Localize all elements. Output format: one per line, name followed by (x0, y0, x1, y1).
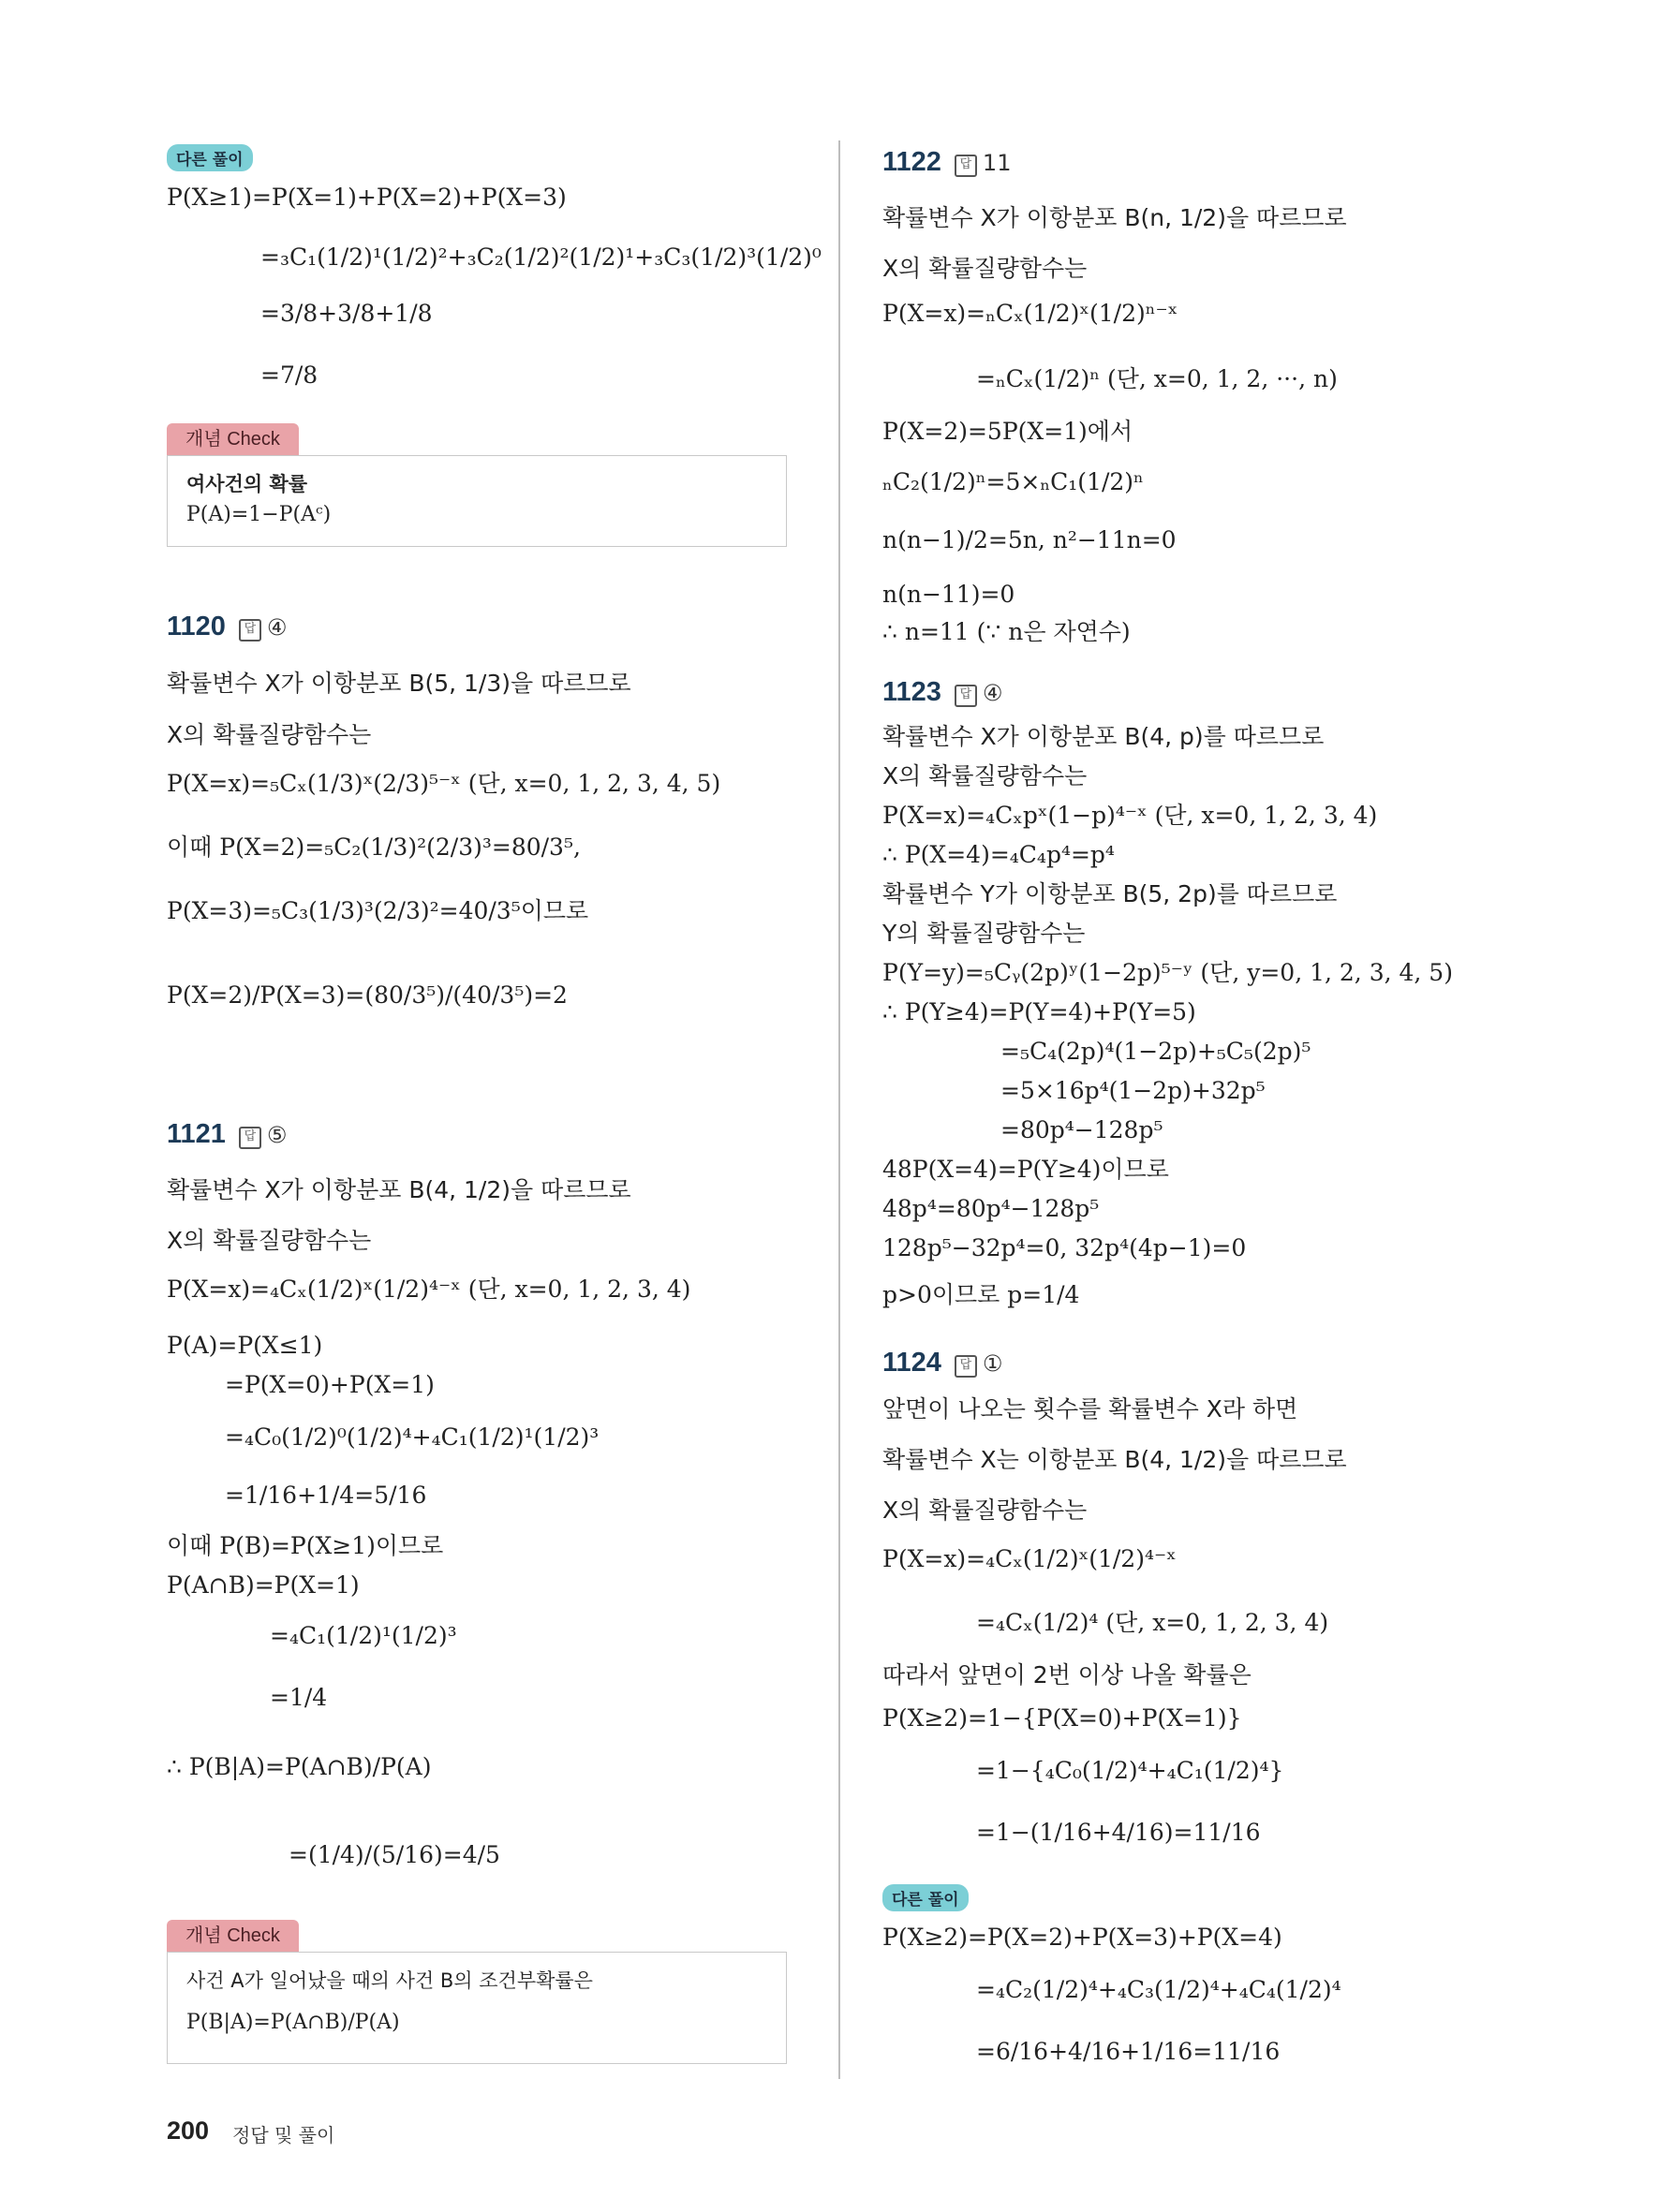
concept-check-tab: 개념 Check (167, 1920, 299, 1952)
solution-line: =₄Cₓ(1/2)⁴ (단, x=0, 1, 2, 3, 4) (976, 1609, 1329, 1636)
solution-line: =1−(1/16+4/16)=11/16 (976, 1819, 1261, 1846)
solution-line: P(A)=P(X≤1) (167, 1332, 323, 1359)
problem-header-1124 (882, 1349, 1002, 1378)
solution-line: P(X≥2)=1−{P(X=0)+P(X=1)} (882, 1704, 1242, 1732)
alt-line: =₄C₂(1/2)⁴+₄C₃(1/2)⁴+₄C₄(1/2)⁴ (976, 1976, 1341, 2003)
solution-line: p>0이므로 p=1/4 (882, 1281, 1080, 1308)
concept-check-content (167, 1952, 787, 2064)
solution-line: P(A∩B)=P(X=1) (167, 1571, 360, 1599)
solution-line: Y의 확률질량함수는 (882, 920, 1086, 947)
solution-line: X의 확률질량함수는 (167, 1227, 372, 1254)
problem-number: 1120 (167, 612, 226, 641)
solution-line: 확률변수 X가 이항분포 B(5, 1/3)을 따르므로 (167, 670, 631, 697)
solution-line: ∴ P(X=4)=₄C₄p⁴=p⁴ (882, 841, 1115, 868)
solution-line: =P(X=0)+P(X=1) (225, 1371, 435, 1398)
solution-line: 128p⁵−32p⁴=0, 32p⁴(4p−1)=0 (882, 1234, 1247, 1261)
solution-line: =80p⁴−128p⁵ (1000, 1116, 1163, 1143)
answer-icon: 답 (239, 619, 261, 641)
solution-line: X의 확률질량함수는 (882, 1497, 1088, 1524)
solution-line: P(X=x)=ₙCₓ(1/2)ˣ(1/2)ⁿ⁻ˣ (882, 300, 1178, 327)
concept-check-title: 여사건의 확률 (186, 473, 308, 495)
problem-number: 1121 (167, 1119, 226, 1149)
solution-line: 48P(X=4)=P(Y≥4)이므로 (882, 1156, 1169, 1183)
solution-line: =1/4 (270, 1684, 328, 1711)
solution-line: ₙC₂(1/2)ⁿ=5×ₙC₁(1/2)ⁿ (882, 468, 1144, 495)
alt-line: =7/8 (260, 361, 318, 389)
footer-label: 정답 및 풀이 (232, 2124, 335, 2146)
solution-line: =1/16+1/4=5/16 (225, 1482, 427, 1509)
solution-line: =₅C₄(2p)⁴(1−2p)+₅C₅(2p)⁵ (1000, 1038, 1311, 1065)
solution-line: X의 확률질량함수는 (882, 762, 1088, 789)
concept-check-box (167, 1920, 785, 2072)
alt-line: =6/16+4/16+1/16=11/16 (976, 2038, 1281, 2065)
solution-line: 확률변수 X가 이항분포 B(4, p)를 따르므로 (882, 723, 1325, 750)
answer-icon: 답 (955, 685, 977, 707)
problem-number: 1124 (882, 1348, 941, 1378)
solution-line: X의 확률질량함수는 (882, 255, 1088, 282)
problem-header-1120 (167, 612, 287, 641)
solution-line: P(X=x)=₄Cₓ(1/2)ˣ(1/2)⁴⁻ˣ (단, x=0, 1, 2, 3, 4) (167, 1276, 691, 1303)
solution-line: P(X=2)/P(X=3)=(80/3⁵)/(40/3⁵)=2 (167, 981, 568, 1009)
column-divider (838, 140, 840, 2079)
answer-value: ④ (266, 614, 288, 641)
solution-line: =(1/4)/(5/16)=4/5 (289, 1841, 500, 1868)
solution-line: ∴ P(B|A)=P(A∩B)/P(A) (167, 1753, 432, 1780)
alt-solution-badge: 다른 풀이 (882, 1884, 969, 1911)
solution-line: 이때 P(B)=P(X≥1)이므로 (167, 1532, 444, 1559)
solution-line: =ₙCₓ(1/2)ⁿ (단, x=0, 1, 2, ···, n) (976, 365, 1338, 392)
solution-line: P(Y=y)=₅Cᵧ(2p)ʸ(1−2p)⁵⁻ʸ (단, y=0, 1, 2, 3, 4, 5) (882, 959, 1453, 986)
alt-line: =₃C₁(1/2)¹(1/2)²+₃C₂(1/2)²(1/2)¹+₃C₃(1/2)³(1/2)⁰ (260, 243, 822, 271)
alt-line: =3/8+3/8+1/8 (260, 300, 433, 327)
solution-line: ∴ n=11 (∵ n은 자연수) (882, 618, 1131, 645)
concept-check-content (167, 455, 787, 547)
solution-line: =5×16p⁴(1−2p)+32p⁵ (1000, 1077, 1266, 1104)
solution-line: 따라서 앞면이 2번 이상 나올 확률은 (882, 1661, 1252, 1688)
solution-line: P(X=x)=₄Cₓpˣ(1−p)⁴⁻ˣ (단, x=0, 1, 2, 3, 4) (882, 802, 1378, 829)
concept-check-formula: P(A)=1−P(Aᶜ) (186, 503, 332, 526)
solution-line: 이때 P(X=2)=₅C₂(1/3)²(2/3)³=80/3⁵, (167, 833, 581, 861)
solution-line: P(X=2)=5P(X=1)에서 (882, 418, 1133, 445)
problem-number: 1123 (882, 677, 941, 707)
answer-value: 11 (982, 150, 1012, 176)
solution-line: 앞면이 나오는 횟수를 확률변수 X라 하면 (882, 1395, 1298, 1423)
problem-number: 1122 (882, 147, 941, 177)
page-number: 200 (167, 2116, 210, 2145)
solution-line: 확률변수 X가 이항분포 B(4, 1/2)을 따르므로 (167, 1176, 631, 1203)
concept-check-box (167, 423, 785, 554)
answer-icon: 답 (955, 1355, 977, 1378)
answer-value: ⑤ (266, 1122, 288, 1148)
alt-line: P(X≥1)=P(X=1)+P(X=2)+P(X=3) (167, 184, 567, 211)
solution-line: 48p⁴=80p⁴−128p⁵ (882, 1195, 1100, 1222)
solution-line: =₄C₁(1/2)¹(1/2)³ (270, 1622, 457, 1649)
solution-line: 확률변수 Y가 이항분포 B(5, 2p)를 따르므로 (882, 880, 1338, 907)
solution-line: =1−{₄C₀(1/2)⁴+₄C₁(1/2)⁴} (976, 1757, 1284, 1784)
solution-line: X의 확률질량함수는 (167, 721, 372, 748)
solution-line: n(n−11)=0 (882, 581, 1015, 608)
answer-value: ① (982, 1350, 1003, 1377)
solution-line: P(X=x)=₄Cₓ(1/2)ˣ(1/2)⁴⁻ˣ (882, 1545, 1177, 1572)
answer-value: ④ (982, 680, 1003, 706)
problem-header-1123 (882, 678, 1002, 707)
problem-header-1121 (167, 1120, 287, 1149)
solution-line: P(X=3)=₅C₃(1/3)³(2/3)²=40/3⁵이므로 (167, 897, 589, 924)
concept-check-formula: P(B|A)=P(A∩B)/P(A) (186, 2011, 400, 2034)
solution-line: 확률변수 X는 이항분포 B(4, 1/2)을 따르므로 (882, 1446, 1347, 1473)
solution-line: 확률변수 X가 이항분포 B(n, 1/2)을 따르므로 (882, 204, 1347, 231)
answer-icon: 답 (955, 155, 977, 177)
alt-solution-badge: 다른 풀이 (167, 144, 253, 171)
solution-line: =₄C₀(1/2)⁰(1/2)⁴+₄C₁(1/2)¹(1/2)³ (225, 1423, 600, 1451)
concept-check-tab: 개념 Check (167, 423, 299, 455)
problem-header-1122 (882, 148, 1011, 177)
concept-check-title: 사건 A가 일어났을 때의 사건 B의 조건부확률은 (186, 1969, 593, 1992)
answer-icon: 답 (239, 1127, 261, 1149)
solution-line: n(n−1)/2=5n, n²−11n=0 (882, 526, 1177, 553)
solution-line: P(X=x)=₅Cₓ(1/3)ˣ(2/3)⁵⁻ˣ (단, x=0, 1, 2, 3, 4, 5) (167, 770, 721, 797)
alt-line: P(X≥2)=P(X=2)+P(X=3)+P(X=4) (882, 1924, 1282, 1951)
solution-line: ∴ P(Y≥4)=P(Y=4)+P(Y=5) (882, 998, 1196, 1025)
